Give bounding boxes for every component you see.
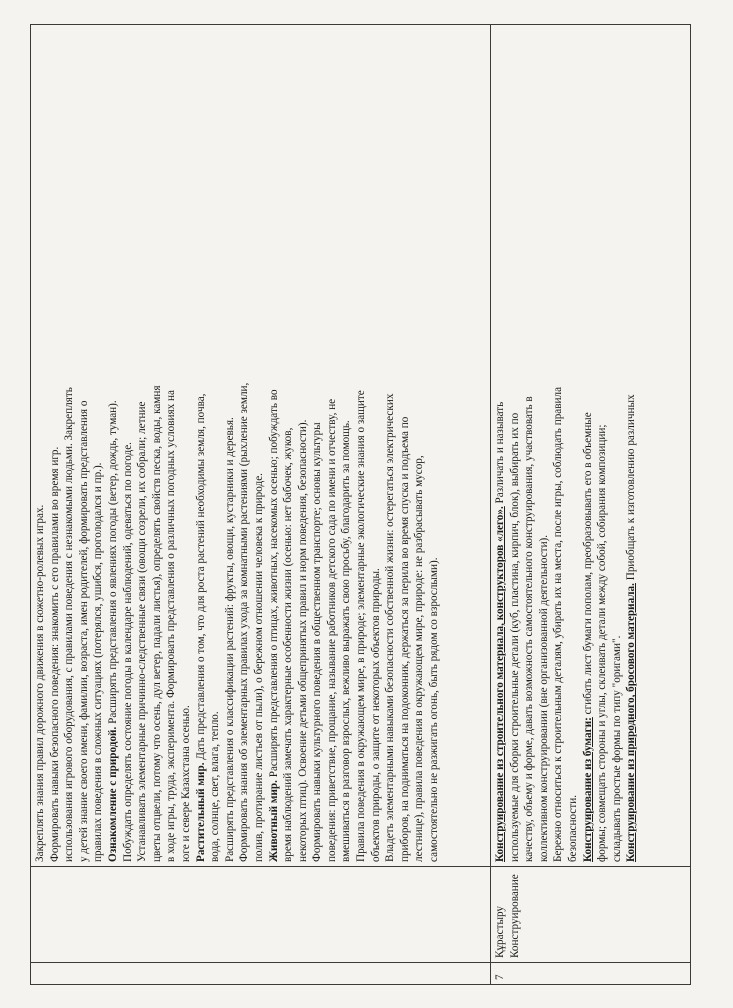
- text-segment: цветы отцвели, потому что осень, дул ветер, падали листья), определять свойств песка, воды, камня: [150, 385, 163, 862]
- text-line: [325, 29, 340, 862]
- section-heading: Ознакомление с природой.: [106, 726, 119, 862]
- text-line: [267, 29, 282, 862]
- text-line: [91, 29, 106, 862]
- text-segment: юге и севере Казахстана осенью.: [179, 705, 192, 862]
- text-line: [237, 29, 252, 862]
- text-line: [398, 29, 413, 862]
- text-line: [624, 29, 639, 862]
- text-segment: время наблюдений замечать характерные особенности жизни (осенью: нет бабочек, жуков,: [282, 427, 295, 862]
- area-cell: [491, 867, 691, 963]
- row-number-cell: [31, 963, 491, 985]
- content-cell: [491, 25, 691, 867]
- text-line: [610, 29, 625, 862]
- text-segment: Формировать навыки культурного поведения в общественном транспорте; основы культуры: [311, 422, 324, 862]
- text-segment: Расширять представления о явлениях погоды (ветер, дождь, туман).: [106, 400, 119, 727]
- text-line: [77, 29, 92, 862]
- text-segment: поведения: приветствие, прощание, называние работников детского сада по имени и отчеству, не: [325, 398, 338, 862]
- text-line: [281, 29, 296, 862]
- row2-content: [493, 29, 639, 862]
- text-segment: Формировать навыки безопасного поведения: знакомить с его правилами во время игр.: [48, 446, 61, 862]
- section-heading: Животный мир.: [267, 780, 280, 862]
- table-row: [31, 25, 491, 985]
- text-line: [595, 29, 610, 862]
- text-segment: некоторых птиц). Освоение детьми общепринятых правил и норм поведения, безопасности).: [296, 419, 309, 862]
- text-segment: Побуждать определять состояние погоды в календаре наблюдений, одеваться по погоде.: [121, 442, 134, 862]
- text-line: [296, 29, 311, 862]
- text-segment: качеству, объему и форме, давать возможность самостоятельного конструирования, участвовать в: [523, 396, 536, 862]
- text-line: [354, 29, 369, 862]
- text-segment: использования игрового оборудования, с правилами поведения с незнакомыми людьми. Закреплять: [63, 387, 76, 862]
- section-heading: Конструирование из природного, бросового материала.: [625, 583, 638, 862]
- text-segment: Различать и называть: [494, 401, 506, 507]
- text-line: [339, 29, 354, 862]
- text-line: [369, 29, 384, 862]
- text-segment: формы; совмещать стороны и углы, склеивать детали между собой, собирания композиции;: [596, 424, 609, 862]
- text-segment: используемые для сборки строительные детали (куб, пластина, кирпич, блок), выбирать их по: [508, 412, 521, 862]
- section-heading: Конструирование из строительного материала, конструкторов «лего».: [494, 506, 506, 862]
- text-line: [581, 29, 596, 862]
- text-segment: правилах поведения в сложных ситуациях (потерялся, ушибся, проголодался и пр.).: [92, 462, 105, 862]
- text-segment: сгибать лист бумаги пополам, преобразовывать его в объемные: [581, 412, 594, 718]
- text-line: [48, 29, 63, 862]
- rotated-table-container: [30, 25, 680, 985]
- text-line: [537, 29, 552, 862]
- text-line: [208, 29, 223, 862]
- text-line: [33, 29, 48, 862]
- text-segment: безопасности.: [566, 794, 579, 862]
- text-segment: у детей знание своего имени, фамилии, возраста, имен родителей, формировать представления о: [77, 400, 90, 862]
- text-segment: Расширять представления о птицах, животных, насекомых осенью; побуждать во: [267, 389, 280, 781]
- text-segment: Правила поведения в окружающем мире, в природе; элементарные экологические знания о защите: [355, 390, 368, 862]
- text-segment: Устанавливать элементарные причинно-следственные связи (овощи созрели, их собрали; летние: [136, 401, 149, 862]
- text-segment: полив, протирание листьев от пыли), о бережном отношении человека к природе.: [252, 473, 265, 862]
- curriculum-table: [30, 24, 691, 985]
- text-line: [522, 29, 537, 862]
- text-line: [508, 29, 523, 862]
- text-line: [194, 29, 209, 862]
- text-segment: Дать представления о том, что для роста растений необходимы земля, почва,: [194, 393, 207, 763]
- text-segment: объектов природы, о защите от некоторых объектов природы.: [369, 568, 382, 862]
- row1-content: [33, 29, 442, 862]
- text-line: [150, 29, 165, 862]
- text-segment: вмешиваться в разговор взрослых, вежливо выражать свою просьбу, благодарить за помощь.: [340, 420, 353, 862]
- text-line: [106, 29, 121, 862]
- text-line: [62, 29, 77, 862]
- text-segment: складывать простые формы по типу "оригами".: [610, 635, 623, 862]
- text-segment: самостоятельно не разжигать огонь, быть рядом со взрослыми).: [428, 557, 441, 862]
- text-segment: Расширять представления о классификации растений: фрукты, овощи, кустарники и деревья.: [223, 417, 236, 862]
- text-line: [551, 29, 566, 862]
- text-line: [223, 29, 238, 862]
- text-segment: лестнице), правила поведения в окружающем мире, природе: не разбрасывать мусор,: [413, 455, 426, 862]
- section-heading: Конструирование из бумаги:: [581, 717, 594, 862]
- text-line: [164, 29, 179, 862]
- text-segment: коллективном конструировании (вне организованной деятельности).: [537, 534, 550, 862]
- text-line: [252, 29, 267, 862]
- text-line: [383, 29, 398, 862]
- text-line: [179, 29, 194, 862]
- content-cell: [31, 25, 491, 867]
- row-number: 7: [494, 974, 506, 980]
- text-segment: Формировать знания об элементарных правилах ухода за комнатными растениями (рыхление земли,: [238, 382, 251, 862]
- area-label-kz: Құрастыру: [494, 905, 506, 958]
- text-line: [566, 29, 581, 862]
- section-heading: Растительный мир.: [194, 762, 207, 862]
- text-line: [121, 29, 136, 862]
- text-segment: вода, солнце, свет, влага, тепло.: [209, 711, 222, 862]
- text-segment: приборов, на подниматься на подоконник, держаться за перила во время спуска и подъема по: [398, 416, 411, 862]
- text-segment: Закреплять знания правил дорожного движения в сюжетно-ролевых играх.: [34, 504, 46, 862]
- area-cell: [31, 867, 491, 963]
- text-line: [427, 29, 442, 862]
- text-line: [412, 29, 427, 862]
- text-line: [493, 29, 508, 862]
- text-segment: Приобщать к изготовлению различных: [625, 394, 638, 584]
- text-line: [135, 29, 150, 862]
- area-label-ru: Конструирование: [508, 874, 521, 958]
- row-number-cell: [491, 963, 691, 985]
- text-segment: Бережно относиться к строительным деталям, убирать их на места, после игры, соблюдать правила: [552, 386, 565, 862]
- text-segment: в ходе игры, труда, эксперимента. Формировать представления о различных погодных условиях на: [165, 390, 178, 862]
- text-line: [310, 29, 325, 862]
- table-row: [491, 25, 691, 985]
- text-segment: Владеть элементарными навыками безопасности собственной жизни: остерегаться электрических: [384, 393, 397, 862]
